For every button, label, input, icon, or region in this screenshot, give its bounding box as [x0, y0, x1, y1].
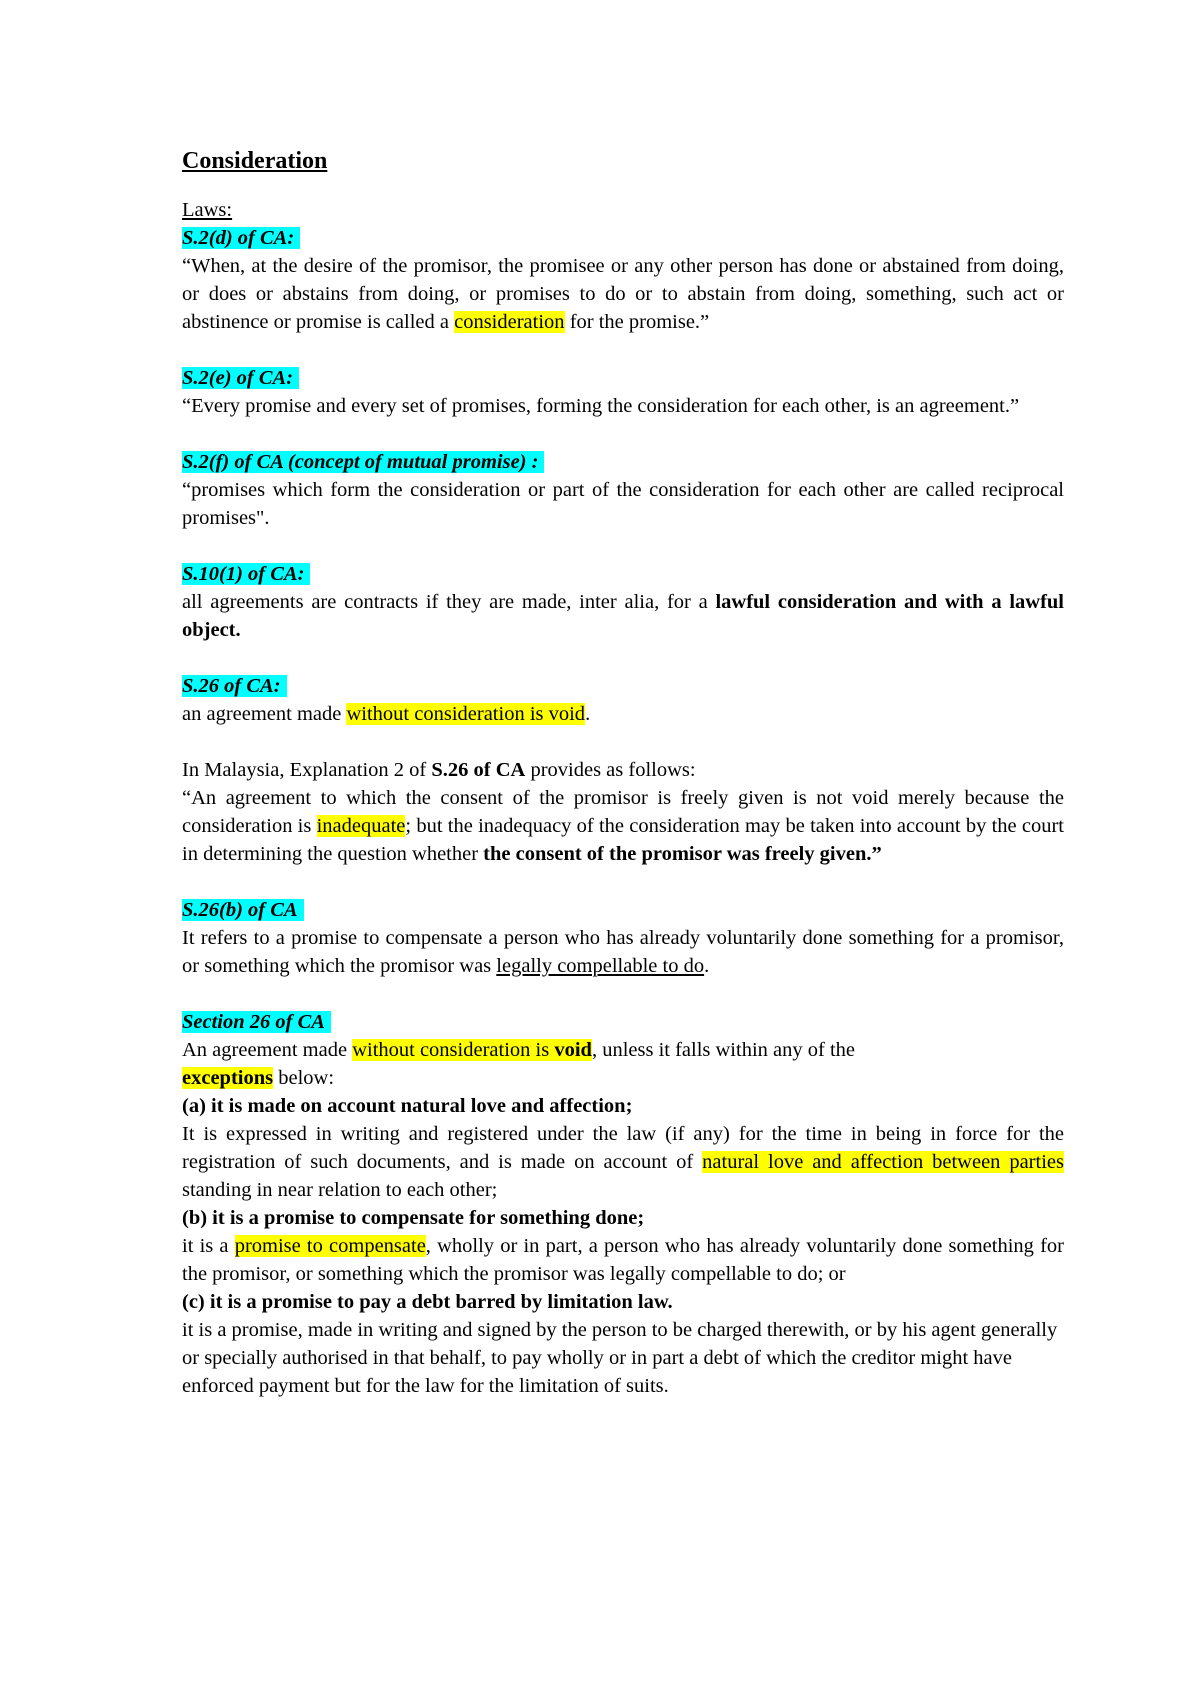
spacer	[182, 336, 1064, 364]
exception-a-heading: (a) it is made on account natural love and affection;	[182, 1095, 633, 1117]
s26b-text-2: .	[704, 955, 710, 977]
section26-text-2: , unless it falls within any of the	[591, 1039, 855, 1061]
section26-highlight-1	[352, 1039, 592, 1061]
s2e-heading: S.2(e) of CA:	[182, 367, 299, 389]
malaysia-text-1: In Malaysia, Explanation 2 of	[182, 759, 432, 781]
malaysia-text-3: “An agreement to which the consent of the promisor is freely given is not void merely because the consideration is	[182, 787, 1064, 837]
malaysia-quote	[182, 784, 1064, 868]
s2d-heading: S.2(d) of CA:	[182, 227, 300, 249]
malaysia-highlight: inadequate	[316, 815, 406, 837]
section26-highlight-1-bold: void	[554, 1039, 592, 1061]
s2f-text: “promises which form the consideration or part of the consideration for each other are called reciprocal promises".	[182, 479, 1064, 529]
malaysia-text-4: ; but the inadequacy of the consideration may be taken into account by the court in determining the question whether	[182, 815, 1064, 865]
s26-text	[182, 700, 1064, 728]
s2d-text-2: for the promise.”	[564, 311, 710, 333]
s26-heading-line	[182, 672, 1064, 700]
malaysia-bold-1: S.26 of CA	[431, 759, 526, 781]
spacer	[182, 980, 1064, 1008]
s2e-heading-line	[182, 364, 1064, 392]
exception-b-text	[182, 1232, 1064, 1288]
s2d-text-1: “When, at the desire of the promisor, the promisee or any other person has done or abstained from doing, or does or abstains from doing, or promises to do or to abstain from doing, something, such act or abstinence or promise is called a	[182, 255, 1064, 333]
laws-label: Laws:	[182, 199, 233, 221]
s26b-underline: legally compellable to do	[496, 955, 705, 977]
s26-text-2: .	[585, 703, 591, 725]
s2f-heading: S.2(f) of CA (concept of mutual promise) :	[182, 451, 544, 473]
exception-b-highlight: promise to compensate	[234, 1235, 426, 1257]
malaysia-text-2: provides as follows:	[525, 759, 696, 781]
s26b-heading: S.26(b) of CA	[182, 899, 304, 921]
section26-highlight-1-text: without consideration is	[352, 1039, 555, 1061]
spacer	[182, 728, 1064, 756]
section26-heading: Section 26 of CA	[182, 1011, 331, 1033]
laws-label-line	[182, 196, 1064, 224]
exception-c-text: it is a promise, made in writing and signed by the person to be charged therewith, or by his agent generally or specially authorised in that behalf, to pay wholly or in part a debt of which the creditor might have enforced payment but for the law for the limitation of suits.	[182, 1319, 1058, 1397]
s2f-heading-line	[182, 448, 1064, 476]
exception-b-text-1: it is a	[182, 1235, 235, 1257]
s2d-text	[182, 252, 1064, 336]
s10-bold: lawful consideration and with a lawful object.	[182, 591, 1064, 641]
s10-text	[182, 588, 1064, 644]
section26-heading-line	[182, 1008, 1064, 1036]
s26-text-1: an agreement made	[182, 703, 347, 725]
s26-heading: S.26 of CA:	[182, 675, 287, 697]
s26b-heading-line	[182, 896, 1064, 924]
s10-text-1: all agreements are contracts if they are made, inter alia, for a	[182, 591, 716, 613]
exception-a-text-2: standing in near relation to each other;	[182, 1179, 498, 1201]
exception-c-heading: (c) it is a promise to pay a debt barred by limitation law.	[182, 1291, 673, 1313]
section26-highlight-2: exceptions	[182, 1067, 274, 1089]
s10-heading: S.10(1) of CA:	[182, 563, 310, 585]
page-title: Consideration	[182, 148, 328, 174]
spacer	[182, 644, 1064, 672]
spacer	[182, 420, 1064, 448]
malaysia-bold-2: the consent of the promisor was freely given.”	[483, 843, 882, 865]
exception-a-text	[182, 1120, 1064, 1204]
exception-b-heading: (b) it is a promise to compensate for something done;	[182, 1207, 645, 1229]
s26b-text	[182, 924, 1064, 980]
s26-highlight: without consideration is void	[346, 703, 586, 725]
section26-text-1: An agreement made	[182, 1039, 353, 1061]
exception-b-text-2: , wholly or in part, a person who has already voluntarily done something for the promisor, or something which the promisor was legally compellable to do; or	[182, 1235, 1064, 1285]
exception-a-text-1: It is expressed in writing and registered under the law (if any) for the time in being in force for the registration of such documents, and is made on account of	[182, 1123, 1064, 1173]
s10-heading-line	[182, 560, 1064, 588]
exception-a-highlight: natural love and affection between parties	[702, 1151, 1064, 1173]
spacer	[182, 532, 1064, 560]
s2e-text: “Every promise and every set of promises, forming the consideration for each other, is an agreement.”	[182, 395, 1020, 417]
s2d-highlight: consideration	[454, 311, 565, 333]
spacer	[182, 868, 1064, 896]
section26-text-3: below:	[273, 1067, 335, 1089]
malaysia-intro	[182, 756, 1064, 784]
section26-intro	[182, 1036, 1064, 1092]
s2d-heading-line	[182, 224, 1064, 252]
s26b-text-1: It refers to a promise to compensate a person who has already voluntarily done something for a promisor, or something which the promisor was	[182, 927, 1064, 977]
